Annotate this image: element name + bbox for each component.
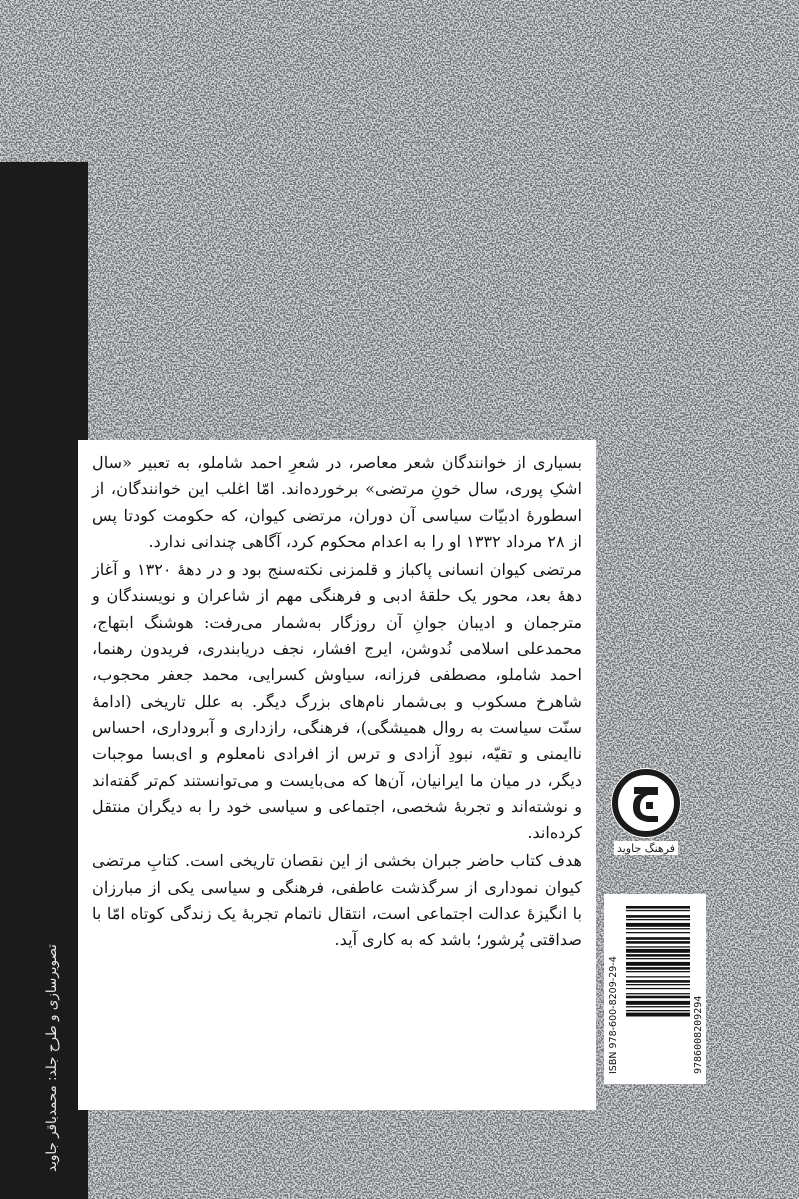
barcode-bar xyxy=(626,967,690,970)
barcode-bar xyxy=(626,958,690,959)
barcode-bar xyxy=(626,1010,690,1011)
barcode-bar xyxy=(626,1001,690,1005)
barcode-bar xyxy=(626,984,690,985)
barcode-bar xyxy=(626,949,690,953)
cover-designer-credit: تصویرسازی و طرح جلد: محمدباقر جاوید xyxy=(44,944,60,1172)
barcode-bar xyxy=(626,980,690,983)
barcode-bar xyxy=(626,1006,690,1007)
barcode-bar xyxy=(626,976,690,977)
blurb-paragraph-1: بسیاری از خوانندگان شعر معاصر، در شعرِ احمد شاملو، به تعبیر «سال اشکِ پوری، سال خونِ مرتضی» برخورده‌اند. امّا اغلب این خوانندگان، از اسطورهٔ ادبیّات سیاسی آن دوران، مرتضی کیوان، که حکومت کودتا پس از ۲۸ مرداد ۱۳۳۲ او را به اعدام محکوم کرد، آگاهی چندانی ندارد. xyxy=(92,453,582,551)
barcode-digits: 9786008209294 xyxy=(693,995,704,1074)
barcode-bar xyxy=(626,993,690,994)
publisher-name: فرهنگ جاوید xyxy=(616,842,676,855)
barcode-bar xyxy=(626,906,690,909)
barcode-bar xyxy=(626,928,690,929)
barcode-bar xyxy=(626,996,690,999)
barcode-bar xyxy=(626,941,690,944)
barcode-bar xyxy=(626,923,690,927)
barcode-bar xyxy=(626,932,690,933)
isbn-barcode xyxy=(604,894,706,1084)
barcode-graphic xyxy=(604,894,706,1084)
barcode-bar xyxy=(626,910,690,911)
isbn-number: ISBN 978-600-8209-29-4 xyxy=(608,956,619,1074)
publisher-logo xyxy=(606,765,686,857)
barcode-bar xyxy=(626,946,690,947)
barcode-bar xyxy=(626,937,690,940)
blurb-paragraph-3: هدف کتاب حاضر جبران بخشی از این نقصان تاریخی است. کتابِ مرتضی کیوان نموداری از سرگذشت عاطفی، فرهنگی و سیاسی یکی از مبارزان با انگیزهٔ عدالت اجتماعی است، انتقال ناتمام تجربهٔ یک زندگی کوتاه امّا با صداقتی پُرشور؛ باشد که به کاری آید. xyxy=(92,851,582,950)
barcode-bar xyxy=(626,954,690,957)
publisher-monogram-icon xyxy=(606,765,686,857)
barcode-bar xyxy=(626,1013,690,1017)
barcode-bar xyxy=(626,915,690,918)
barcode-bar xyxy=(626,988,690,989)
barcode-bar xyxy=(626,971,690,972)
barcode-bar xyxy=(626,919,690,920)
blurb-paragraph-2: مرتضی کیوان انسانی پاکباز و قلمزنی نکته‌سنج بود و در دههٔ ۱۳۲۰ و آغاز دههٔ بعد، محور یک حلقهٔ ادبی و فرهنگی مهم از شاعران و نویسندگان و مترجمان و ادیبان جوانِ آن روزگار به‌شمار می‌رفت: هوشنگ ابتهاج، محمدعلی اسلامی نُدوشن، ایرج افشار، نجف دریابندری، فریدون رهنما، احمد شاملو، مصطفی فرزانه، سیاوش کسرایی، محمد جعفر محجوب، شاهرخ مسکوب و بی‌شمار نام‌های بزرگ دیگر. به علل تاریخی (ادامهٔ سنّت سیاست به روال همیشگی)، فرهنگی، رازداری و آبروداری، احساس ناایمنی و تقیّه، نبودِ آزادی و ترس از افرادی نامعلوم و ای‌بسا موجبات دیگر، در میان ما ایرانیان، آن‌ها که می‌بایست و می‌توانستند کم‌تر گفته‌اند و نوشته‌اند و تجربهٔ شخصی، اجتماعی و سیاسی خود را به دیگران منتقل کرده‌اند. xyxy=(92,560,582,843)
barcode-bars xyxy=(626,906,690,1017)
back-cover-blurb xyxy=(78,440,596,1110)
barcode-bar xyxy=(626,962,690,966)
book-spine xyxy=(0,162,88,1199)
